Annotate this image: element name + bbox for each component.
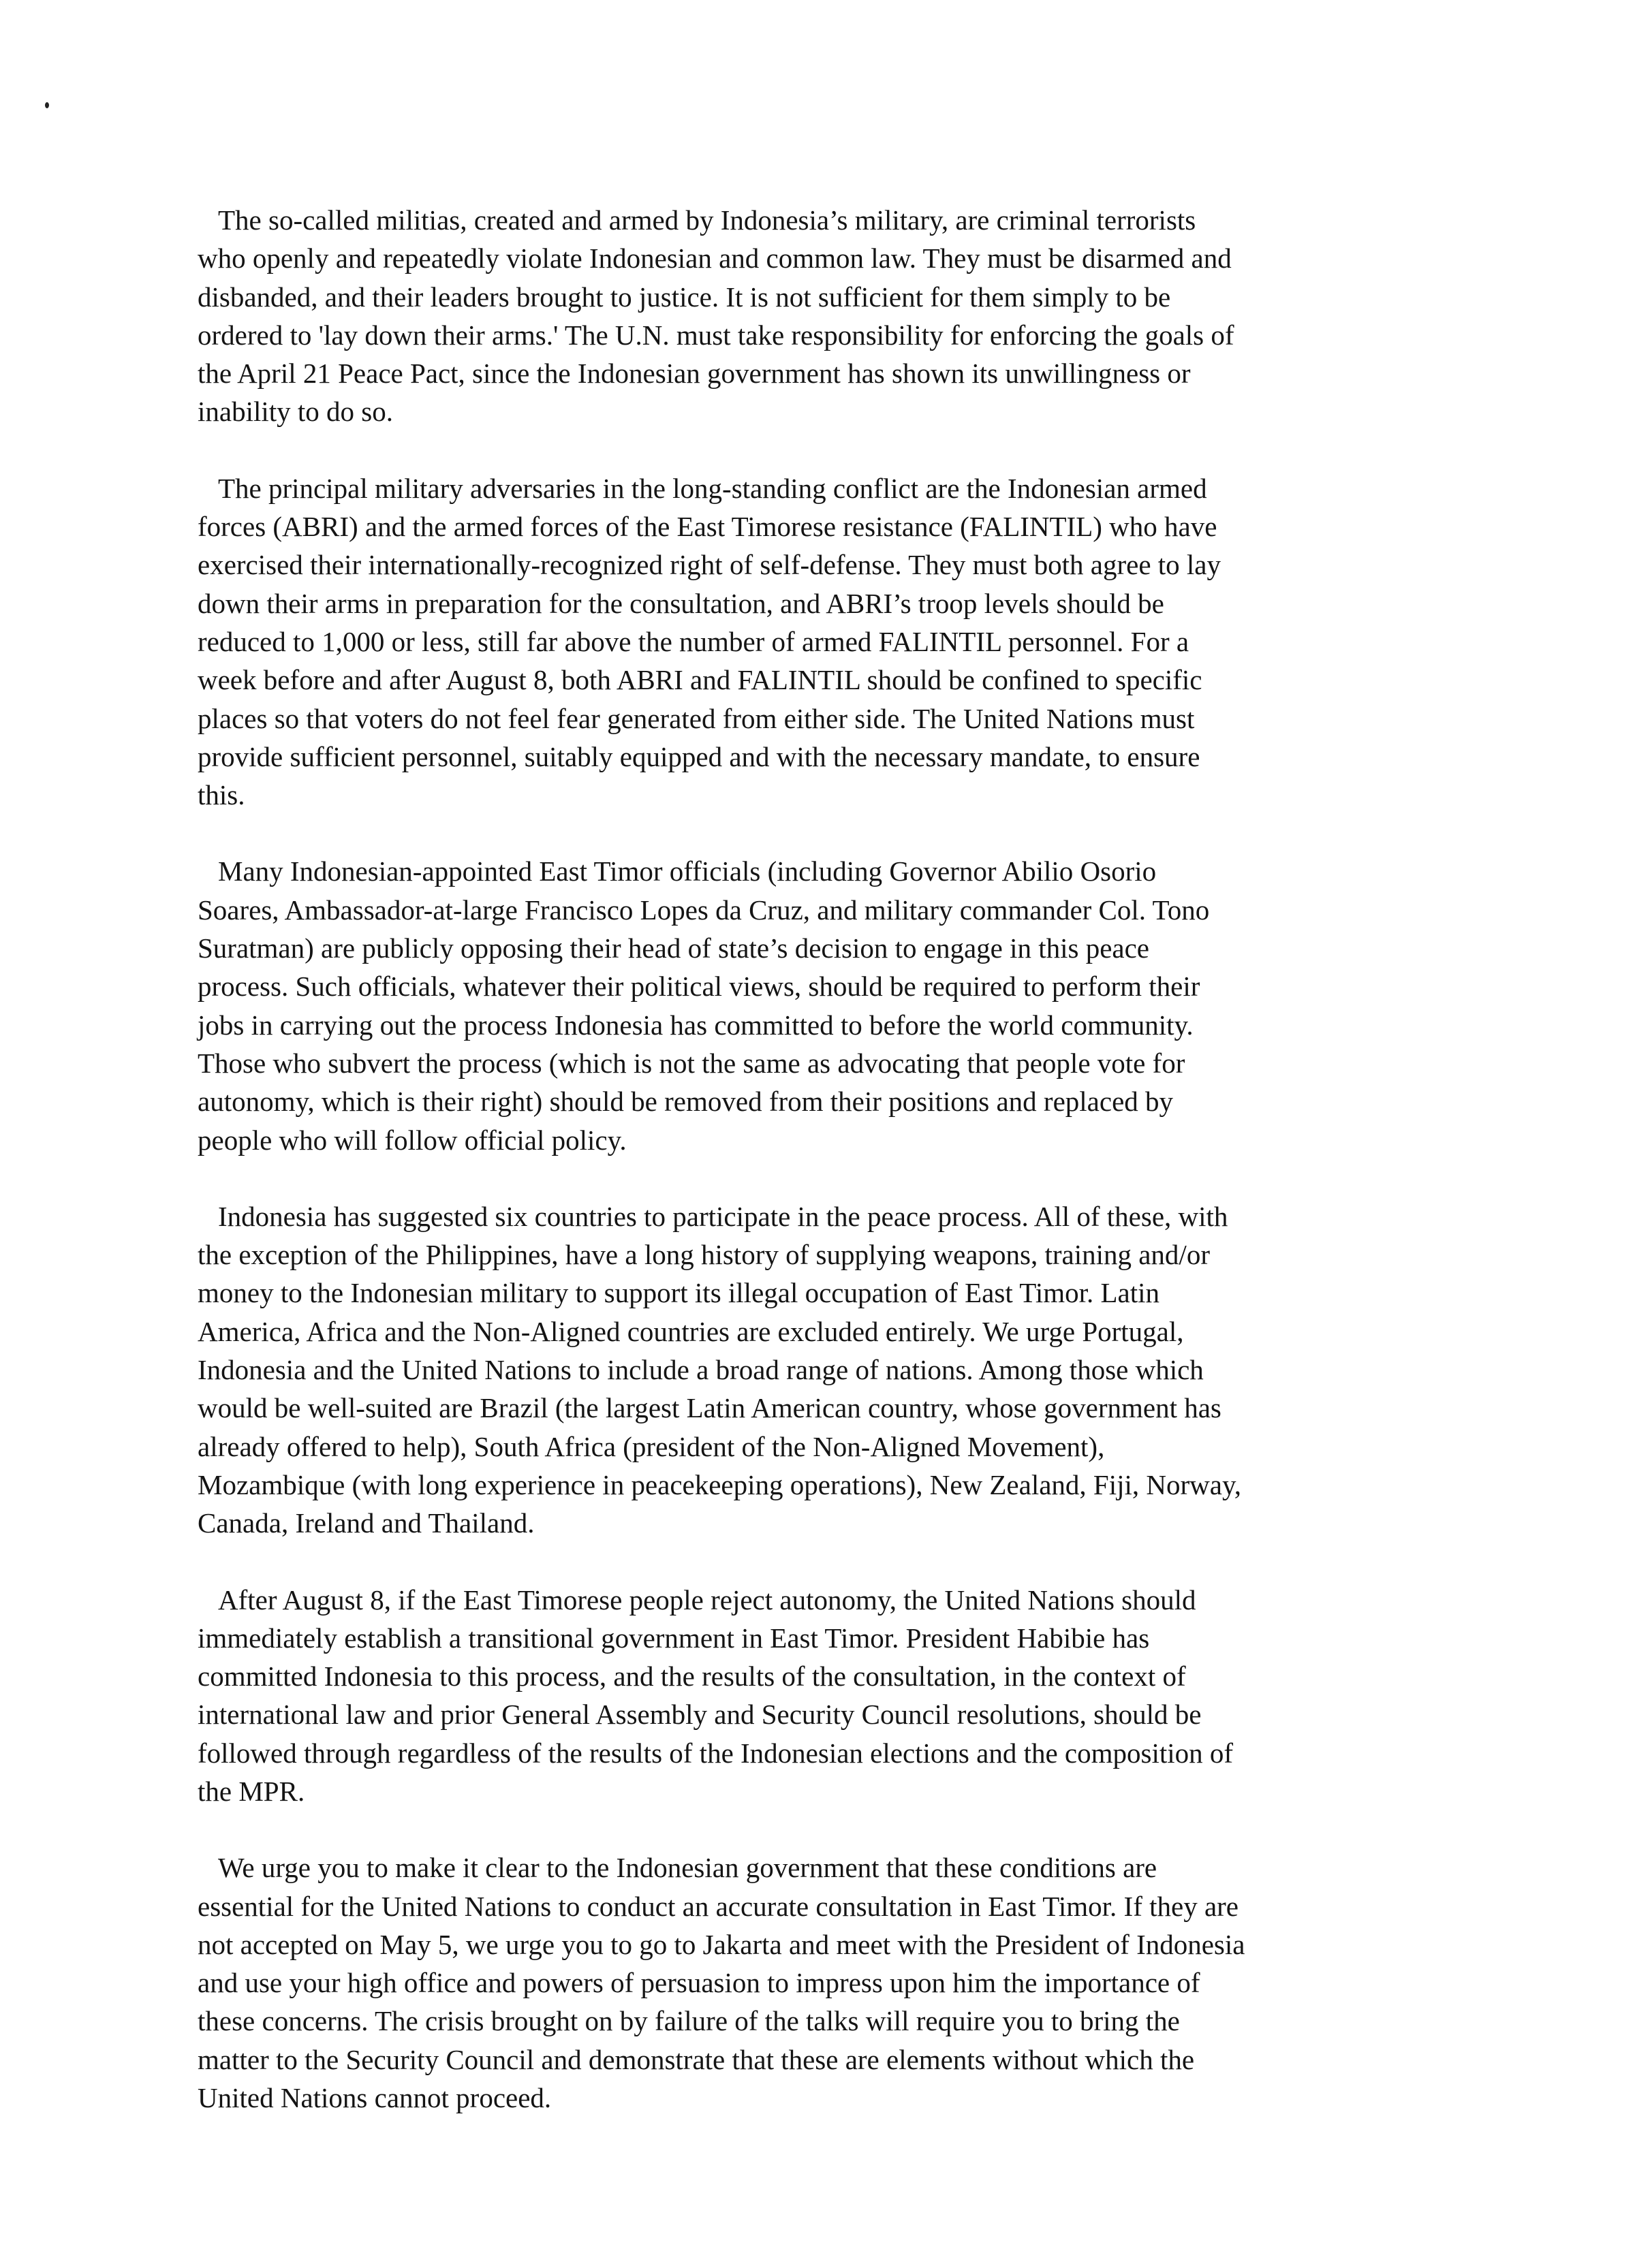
text-line: immediately establish a transitional government in East Timor. President Habibie has: [198, 1622, 1150, 1654]
text-line: The so-called militias, created and armed by Indonesia’s military, are criminal terrorists: [218, 204, 1196, 236]
scan-speck: [45, 102, 49, 108]
text-line: Indonesia and the United Nations to include a broad range of nations. Among those which: [198, 1354, 1204, 1386]
text-line: essential for the United Nations to conduct an accurate consultation in East Timor. If they are: [198, 1890, 1239, 1922]
text-line: Soares, Ambassador-at-large Francisco Lopes da Cruz, and military commander Col. Tono: [198, 894, 1210, 926]
text-line: followed through regardless of the results of the Indonesian elections and the composition of: [198, 1737, 1234, 1769]
text-line: We urge you to make it clear to the Indonesian government that these conditions are: [218, 1852, 1157, 1884]
text-line: international law and prior General Assembly and Security Council resolutions, should be: [198, 1699, 1202, 1731]
text-line: reduced to 1,000 or less, still far above the number of armed FALINTIL personnel. For a: [198, 625, 1189, 657]
text-line: autonomy, which is their right) should be removed from their positions and replaced by: [198, 1086, 1174, 1118]
text-line: week before and after August 8, both ABRI and FALINTIL should be confined to specific: [198, 664, 1202, 696]
text-line: matter to the Security Council and demonstrate that these are elements without which the: [198, 2043, 1195, 2075]
text-line: people who will follow official policy.: [198, 1124, 627, 1156]
text-line: United Nations cannot proceed.: [198, 2082, 552, 2114]
text-line: places so that voters do not feel fear generated from either side. The United Nations must: [198, 702, 1195, 734]
text-line: would be well-suited are Brazil (the largest Latin American country, whose government has: [198, 1392, 1221, 1424]
paragraph-6: [198, 1848, 1390, 2117]
paragraph-2: [198, 469, 1390, 815]
text-line: Mozambique (with long experience in peacekeeping operations), New Zealand, Fiji, Norway,: [198, 1468, 1242, 1500]
letter-body: [198, 201, 1390, 2155]
text-line: this.: [198, 779, 245, 811]
text-line: provide sufficient personnel, suitably equipped and with the necessary mandate, to ensure: [198, 740, 1200, 772]
text-line: After August 8, if the East Timorese people reject autonomy, the United Nations should: [218, 1584, 1196, 1616]
text-line: committed Indonesia to this process, and the results of the consultation, in the context of: [198, 1660, 1186, 1692]
text-line: Canada, Ireland and Thailand.: [198, 1507, 535, 1539]
paragraph-5: [198, 1581, 1390, 1811]
text-line: already offered to help), South Africa (president of the Non-Aligned Movement),: [198, 1430, 1105, 1462]
text-line: and use your high office and powers of persuasion to impress upon him the importance of: [198, 1967, 1200, 1999]
text-line: the April 21 Peace Pact, since the Indonesian government has shown its unwillingness or: [198, 358, 1191, 390]
text-line: Indonesia has suggested six countries to participate in the peace process. All of these, with: [218, 1200, 1228, 1232]
paragraph-3: [198, 852, 1390, 1159]
text-line: Many Indonesian-appointed East Timor officials (including Governor Abilio Osorio: [218, 855, 1157, 887]
text-line: forces (ABRI) and the armed forces of the East Timorese resistance (FALINTIL) who have: [198, 511, 1217, 543]
text-line: who openly and repeatedly violate Indonesian and common law. They must be disarmed and: [198, 242, 1232, 274]
text-line: the MPR.: [198, 1775, 305, 1807]
text-line: the exception of the Philippines, have a long history of supplying weapons, training and/or: [198, 1239, 1210, 1271]
text-line: Those who subvert the process (which is not the same as advocating that people vote for: [198, 1047, 1185, 1079]
paragraph-4: [198, 1197, 1390, 1543]
text-line: jobs in carrying out the process Indonesia has committed to before the world community.: [198, 1009, 1194, 1041]
text-line: these concerns. The crisis brought on by failure of the talks will require you to bring the: [198, 2005, 1180, 2037]
text-line: ordered to 'lay down their arms.' The U.N. must take responsibility for enforcing the goals of: [198, 319, 1234, 351]
text-line: not accepted on May 5, we urge you to go to Jakarta and meet with the President of Indonesia: [198, 1928, 1245, 1960]
text-line: America, Africa and the Non-Aligned countries are excluded entirely. We urge Portugal,: [198, 1315, 1184, 1347]
text-line: exercised their internationally-recognized right of self-defense. They must both agree to lay: [198, 549, 1221, 581]
text-line: disbanded, and their leaders brought to justice. It is not sufficient for them simply to be: [198, 281, 1171, 313]
text-line: The principal military adversaries in the long-standing conflict are the Indonesian armed: [218, 472, 1207, 504]
text-line: down their arms in preparation for the consultation, and ABRI’s troop levels should be: [198, 587, 1164, 619]
text-line: Suratman) are publicly opposing their head of state’s decision to engage in this peace: [198, 932, 1150, 964]
text-line: inability to do so.: [198, 396, 393, 428]
paragraph-1: [198, 201, 1390, 431]
text-line: money to the Indonesian military to support its illegal occupation of East Timor. Latin: [198, 1277, 1160, 1309]
text-line: process. Such officials, whatever their political views, should be required to perform their: [198, 971, 1200, 1003]
